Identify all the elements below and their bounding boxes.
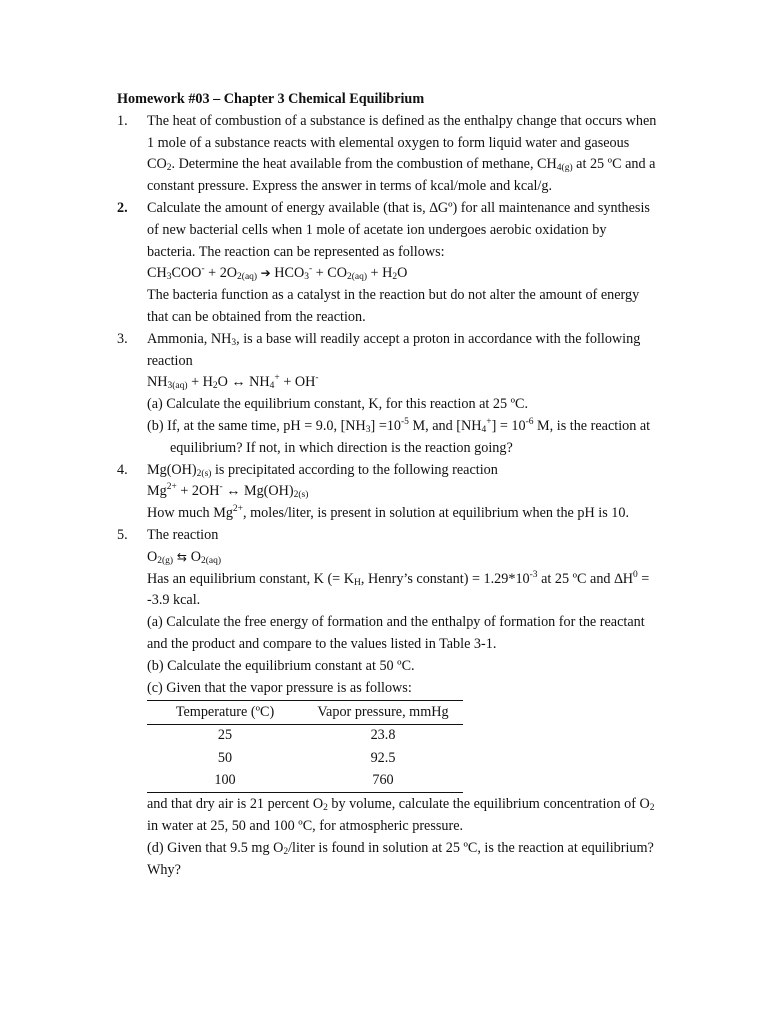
- table-cell: 760: [372, 772, 394, 789]
- question-text: The heat of combustion of a substance is defined as the enthalpy change that occurs when 1 mole of a substance reacts with elemental oxygen to form liquid water and gaseous $CO_2$. Determine the heat available from the combustion of methane, $CH_{4(g)}$ at 25 ºC and a constant pressure. Express the answer in terms of kcal/mole and kcal/g.: [147, 112, 657, 195]
- question-number: 5.: [117, 526, 128, 543]
- table-row: [147, 747, 463, 770]
- vapor-pressure-table: [147, 700, 463, 793]
- reaction-equation: $Mg^{2+} + 2OH^-$ ↔ $Mg(OH)_{2(s)}$: [147, 482, 309, 501]
- question-number: 3.: [117, 330, 128, 347]
- equilibrium-constant-text: Has an equilibrium constant, K (= $K_H$, Henry’s constant) = $1.29*10^{-3}$ at 25 ºC and $\Delta H^0 = -3.9$ kcal.: [147, 569, 650, 609]
- question-text: $Mg(OH)_{2(s)}$ is precipitated according to the following reaction: [147, 461, 498, 479]
- question-note: The bacteria function as a catalyst in the reaction but do not alter the amount of energy that can be obtained from the reaction.: [147, 287, 640, 325]
- sub-question-b: (b) If, at the same time, pH = 9.0, $[NH_3] =10^{-5}$ M, and $[NH_4^+] = 10^{-6}$ M, is the reaction at equilibrium? If not, in which direction is the reaction going?: [147, 416, 651, 456]
- table-cell: 92.5: [370, 749, 396, 766]
- table-header-cell: Vapor pressure, mmHg: [317, 703, 449, 720]
- question-text-continued: and that dry air is 21 percent $O_2$ by volume, calculate the equilibrium concentration of $O_2$ in water at 25, 50 and 100 ºC, for atmospheric pressure.: [147, 796, 655, 835]
- reaction-equation: $NH_{3(aq)} + H_2O$ ↔ $NH_4^+ + OH^-$: [147, 373, 319, 392]
- question-5: [117, 525, 657, 882]
- table-row: [147, 770, 463, 793]
- equilibrium-arrows-icon: ⇆: [173, 549, 191, 564]
- table-cell: 25: [217, 727, 233, 744]
- sub-question-a: (a) Calculate the free energy of formation and the enthalpy of formation for the reactant and the product and compare to the values listed in Table 3-1.: [147, 614, 645, 652]
- table-row: [147, 724, 463, 747]
- table-header-cell: Temperature (ºC): [175, 703, 275, 720]
- question-number: 2.: [117, 199, 128, 216]
- question-1: [117, 111, 657, 198]
- question-text: Ammonia, $NH_3$, is a base will readily accept a proton in accordance with the following reaction: [147, 330, 641, 369]
- table-cell: 50: [217, 749, 233, 766]
- question-text: The reaction: [147, 526, 219, 543]
- sub-question-d: (d) Given that 9.5 mg $O_2$/liter is found in solution at 25 ºC, is the reaction at equilibrium? Why?: [147, 839, 654, 878]
- question-number: 4.: [117, 461, 128, 478]
- arrow-right-icon: ➔: [260, 266, 271, 281]
- reaction-equation: $O_{2(g)}$ ⇆ $O_{2(aq)}$: [147, 548, 222, 566]
- sub-question-c: (c) Given that the vapor pressure is as follows:: [147, 679, 412, 696]
- question-3: [117, 329, 657, 460]
- question-text: Calculate the amount of energy available (that is, ∆Gº) for all maintenance and synthesis of new bacterial cells when 1 mole of acetate ion undergoes aerobic oxidation by bacteria. The reaction can be represented as follows:: [147, 199, 650, 260]
- sub-question-a: (a) Calculate the equilibrium constant, K, for this reaction at 25 ºC.: [147, 396, 529, 413]
- question-2: [117, 198, 657, 329]
- sub-question-b: (b) Calculate the equilibrium constant at 50 ºC.: [147, 657, 415, 674]
- question-number: 1.: [117, 112, 128, 129]
- homework-content: [117, 89, 657, 882]
- table-header-row: [147, 701, 463, 725]
- document-title: Homework #03 – Chapter 3 Chemical Equilibrium: [117, 91, 425, 107]
- table-cell: 100: [214, 772, 236, 789]
- table-cell: 23.8: [370, 727, 396, 744]
- reaction-equation: $CH_3COO^- + 2O_{2(aq)}$ ➔ $HCO_3^- + CO_{2(aq)} + H_2O$: [147, 264, 408, 283]
- question-prompt: How much $Mg^{2+}$, moles/liter, is present in solution at equilibrium when the pH is 10.: [147, 504, 630, 522]
- question-4: [117, 460, 657, 525]
